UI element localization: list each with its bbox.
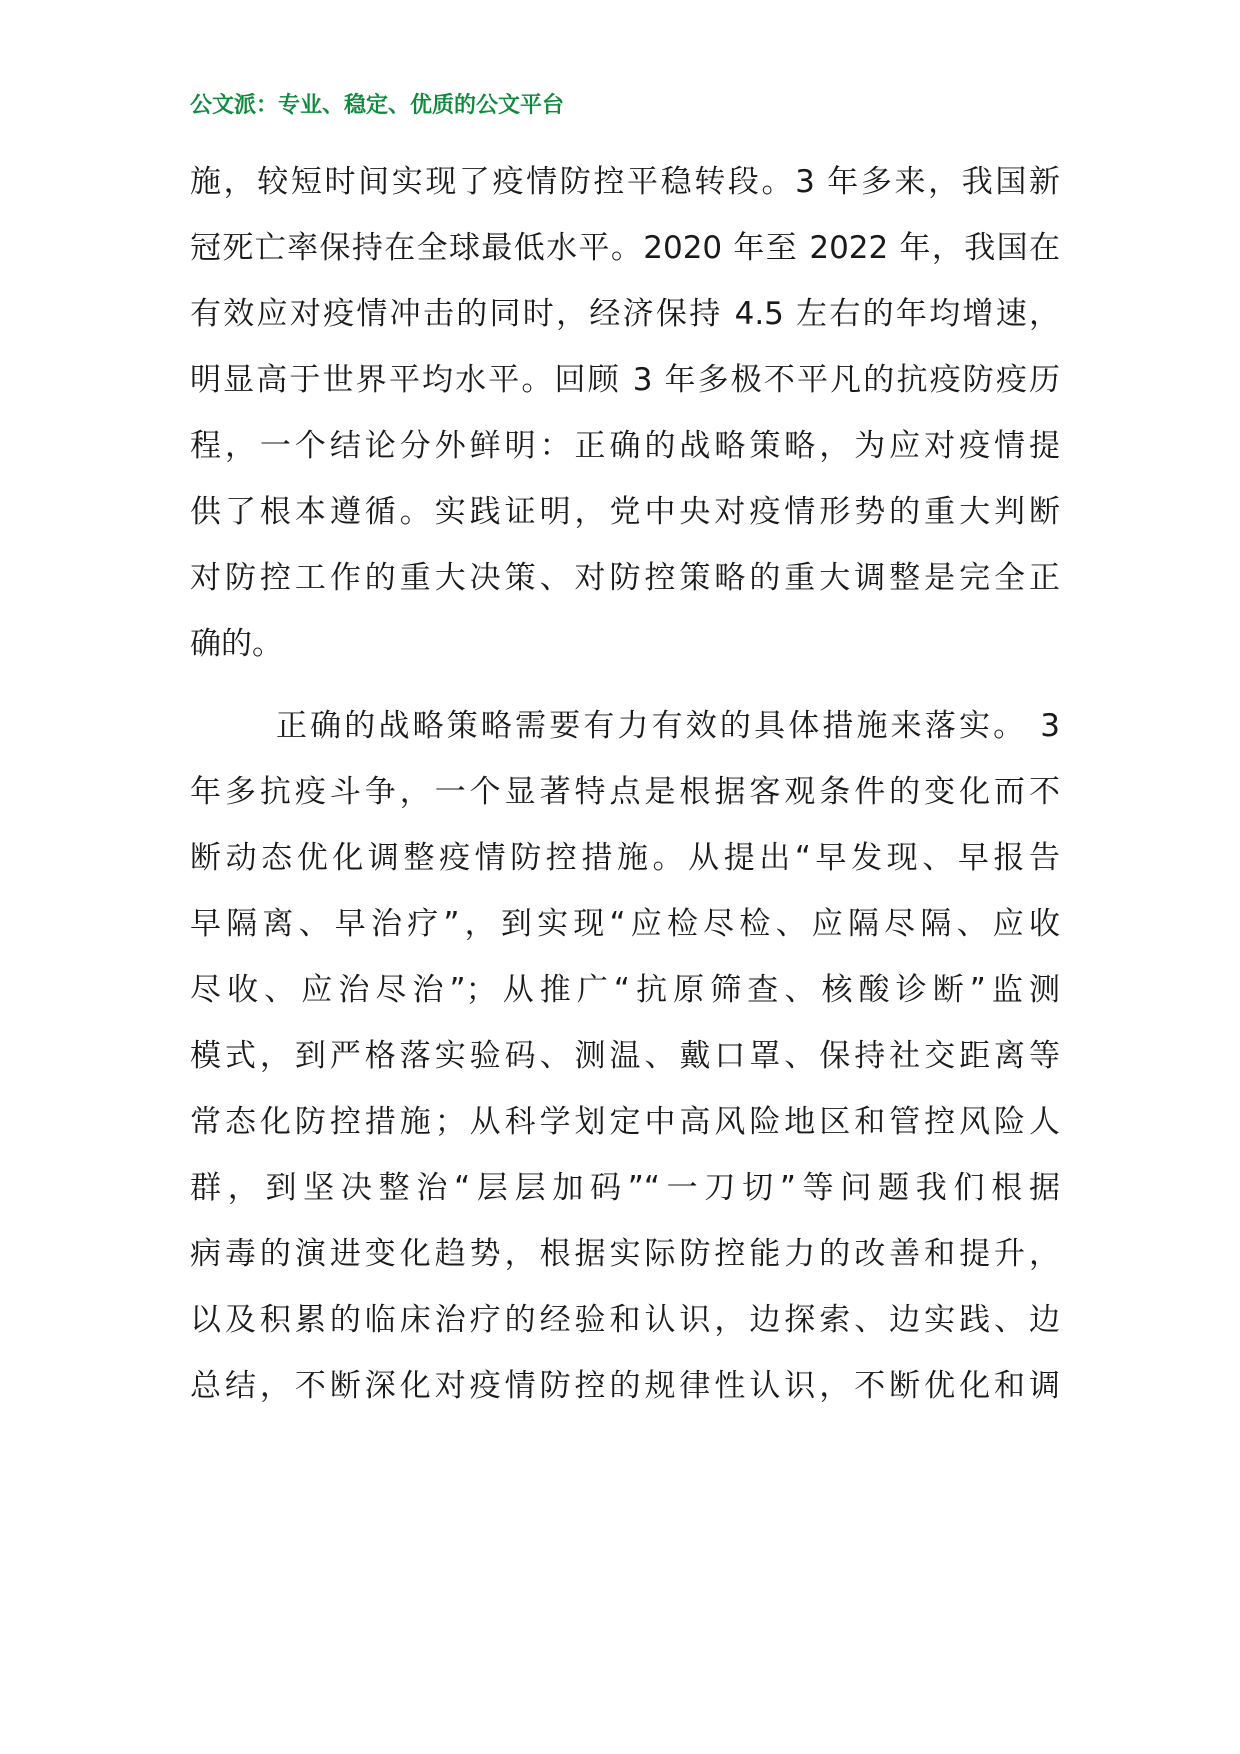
text-line: 总结，不断深化对疫情防控的规律性认识，不断优化和调 (190, 1368, 1060, 1404)
text-line: 以及积累的临床治疗的经验和认识，边探索、边实践、边 (190, 1302, 1060, 1338)
text-line: 断动态优化调整疫情防控措施。从提出“早发现、早报告 (190, 840, 1060, 876)
text-line: 群，到坚决整治“层层加码”“一刀切”等问题我们根据 (190, 1170, 1060, 1206)
text-line: 供了根本遵循。实践证明，党中央对疫情形势的重大判断 (190, 494, 1060, 530)
text-line: 正确的战略策略需要有力有效的具体措施来落实。 3 (276, 708, 1060, 744)
text-line: 常态化防控措施；从科学划定中高风险地区和管控风险人 (190, 1104, 1060, 1140)
text-line: 冠死亡率保持在全球最低水平。2020 年至 2022 年，我国在 (190, 230, 1060, 266)
text-line: 明显高于世界平均水平。回顾 3 年多极不平凡的抗疫防疫历 (190, 362, 1060, 398)
text-line: 施，较短时间实现了疫情防控平稳转段。3 年多来，我国新 (190, 164, 1060, 200)
text-line: 尽收、应治尽治”；从推广“抗原筛查、核酸诊断”监测 (190, 972, 1060, 1008)
text-line: 病毒的演进变化趋势，根据实际防控能力的改善和提升， (190, 1236, 1060, 1272)
text-line: 程，一个结论分外鲜明：正确的战略策略，为应对疫情提 (190, 428, 1060, 464)
text-line: 有效应对疫情冲击的同时，经济保持 4.5 左右的年均增速， (190, 296, 1060, 332)
text-line: 对防控工作的重大决策、对防控策略的重大调整是完全正 (190, 560, 1060, 596)
page-header-title: 公文派：专业、稳定、优质的公文平台 (190, 93, 565, 118)
text-line: 早隔离、早治疗”，到实现“应检尽检、应隔尽隔、应收 (190, 906, 1060, 942)
text-line: 确的。 (190, 626, 283, 662)
text-line: 年多抗疫斗争，一个显著特点是根据客观条件的变化而不 (190, 774, 1060, 810)
text-line: 模式，到严格落实验码、测温、戴口罩、保持社交距离等 (190, 1038, 1060, 1074)
